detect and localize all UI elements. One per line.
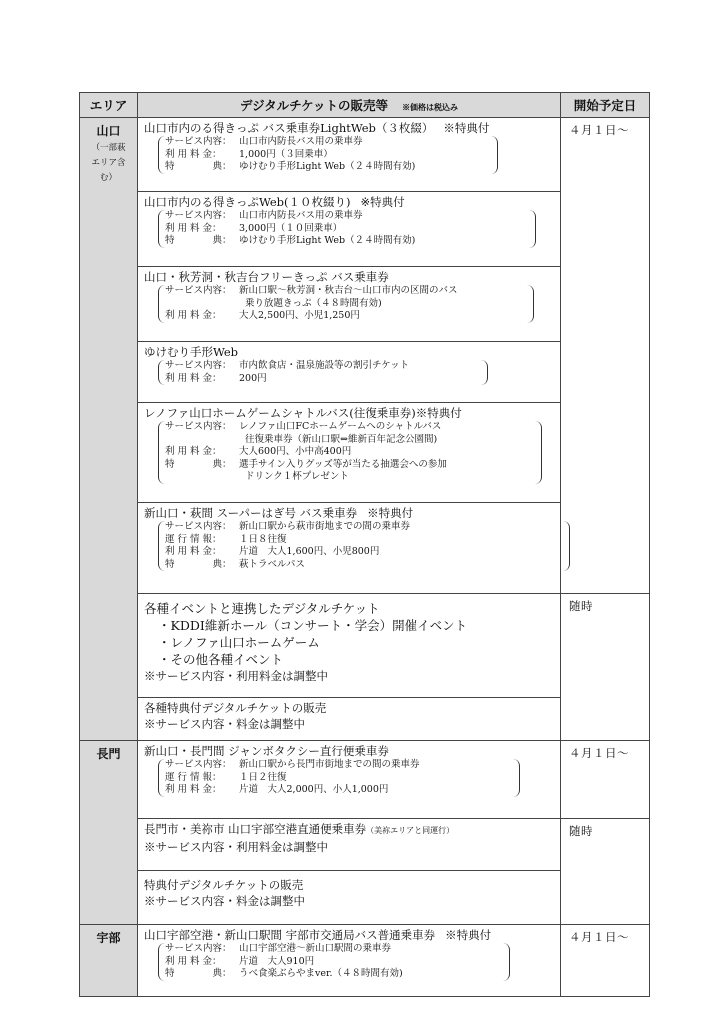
table-row [80, 925, 650, 997]
ticket-table [79, 92, 650, 997]
event-note: ※サービス内容・利用料金は調整中 [144, 669, 328, 683]
ticket-title: 山口市内のる得きっぷWeb(１０枚綴り) ※特典付 [144, 195, 405, 209]
ticket-title: レノファ山口ホームゲームシャトルバス(往復乗車券)※特典付 [144, 406, 462, 420]
area-name: 宇部 [96, 931, 121, 945]
ticket-item [138, 503, 561, 594]
ticket-details: サービス内容： 山口市内防長バス用の乗車券 利 用 料 金： 3,000円（１０回乗車） 特 典： ゆけむり手形Light Web（２４時間有効) [158, 210, 536, 248]
start-date: ４月１日～ [561, 925, 650, 997]
special-note: ※サービス内容・料金は調整中 [144, 717, 305, 731]
airport-note: ※サービス内容・利用料金は調整中 [144, 840, 328, 854]
table-row [80, 118, 650, 192]
event-bullet: ・レノファ山口ホームゲーム [158, 635, 320, 650]
ticket-details: サービス内容： 新山口駅から長門市街地までの間の乗車券 運 行 情 報： １日２往復 利 用 料 金： 片道 大人2,000円、小人1,000円 [158, 759, 520, 797]
ticket-title: 新山口・萩間 スーパーはぎ号 バス乗車券 ※特典付 [144, 506, 414, 520]
ticket-item [138, 118, 561, 192]
ticket-details: サービス内容： 山口宇部空港～新山口駅間の乗車券 利 用 料 金： 片道 大人910円 特 典： うべ食楽ぶらやまver.（４８時間有効) [158, 943, 510, 981]
event-bullet: ・KDDI維新ホール（コンサート・学会）開催イベント [158, 618, 468, 633]
start-date: ４月１日～ [561, 741, 650, 819]
start-date: 随時 [561, 819, 650, 925]
ticket-item [138, 741, 561, 819]
event-bullet: ・その他各種イベント [158, 652, 284, 667]
ticket-item [138, 192, 561, 267]
airport-item [138, 819, 561, 871]
ticket-title: ゆけむり手形Web [144, 345, 239, 359]
special-note: ※サービス内容・料金は調整中 [144, 894, 305, 908]
start-date: 随時 [561, 594, 650, 741]
area-ube [80, 925, 138, 997]
ticket-details: サービス内容： 市内飲食店・温泉施設等の割引チケット 利 用 料 金： 200円 [158, 360, 488, 385]
ticket-details: サービス内容： レノファ山口FCホームゲームへのシャトルバス 往復乗車券（新山口駅⇔維新百年記念公園間) 利 用 料 金： 大人600円、小中高400円 特 典： 選手サイン入りグッズ等が当たる抽選会への参加 ドリンク１杯プレゼント [158, 421, 542, 484]
table-row [80, 819, 650, 871]
area-note-line: む） [99, 173, 117, 183]
ticket-title: 山口・秋芳洞・秋吉台フリーきっぷ バス乗車券 [144, 270, 389, 284]
detail-continuation: ドリンク１杯プレゼント [245, 471, 349, 482]
header-row [80, 93, 650, 118]
table-row [80, 594, 650, 698]
header-area: エリア [80, 93, 138, 118]
ticket-item [138, 925, 561, 997]
area-name: 長門 [96, 747, 121, 761]
header-ticket: デジタルチケットの販売等 ※価格は税込み [138, 93, 561, 118]
area-note [80, 141, 137, 186]
start-date: ４月１日～ [561, 118, 650, 594]
header-start: 開始予定日 [561, 93, 650, 118]
ticket-details: サービス内容： 新山口駅～秋芳洞・秋吉台～山口市内の区間のバス 乗り放題きっぷ（４８時間有効) 利 用 料 金： 大人2,500円、小児1,250円 [158, 285, 534, 323]
area-note-line: （一部萩 [91, 143, 126, 153]
airport-title: 長門市・美祢市 山口宇部空港直通便乗車券（美祢エリアと同運行） [144, 822, 455, 836]
special-title: 特典付デジタルチケットの販売 [144, 878, 304, 892]
special-title: 各種特典付デジタルチケットの販売 [144, 701, 327, 715]
table-row [80, 741, 650, 819]
detail-continuation: 往復乗車券（新山口駅⇔維新百年記念公園間) [245, 433, 438, 445]
ticket-title: 新山口・長門間 ジャンボタクシー直行便乗車券 [144, 744, 389, 758]
ticket-item [138, 267, 561, 342]
area-yamaguchi [80, 118, 138, 741]
ticket-details: サービス内容： 山口市内防長バス用の乗車券 利 用 料 金： 1,000円（３回乗車） 特 典： ゆけむり手形Light Web（２４時間有効) [158, 136, 498, 174]
area-nagato [80, 741, 138, 925]
ticket-title: 山口市内のる得きっぷ バス乗車券LightWeb（３枚綴） ※特典付 [144, 121, 490, 135]
ticket-item [138, 342, 561, 403]
ticket-item [138, 403, 561, 503]
event-item [138, 594, 561, 698]
ticket-title: 山口宇部空港・新山口駅間 宇部市交通局バス普通乗車券 ※特典付 [144, 928, 492, 942]
detail-continuation: 乗り放題きっぷ（４８時間有効) [245, 297, 382, 309]
tax-note: ※価格は税込み [402, 102, 459, 112]
event-title: 各種イベントと連携したデジタルチケット [144, 601, 380, 616]
ticket-details: サービス内容： 新山口駅から萩市街地までの間の乗車券 運 行 情 報： １日８往復 利 用 料 金： 片道 大人1,600円、小児800円 特 典： 萩トラベルパス [158, 521, 570, 571]
area-note-line: エリア含 [91, 158, 126, 168]
special-item [138, 871, 561, 925]
special-item [138, 698, 561, 741]
area-name: 山口 [96, 124, 121, 138]
